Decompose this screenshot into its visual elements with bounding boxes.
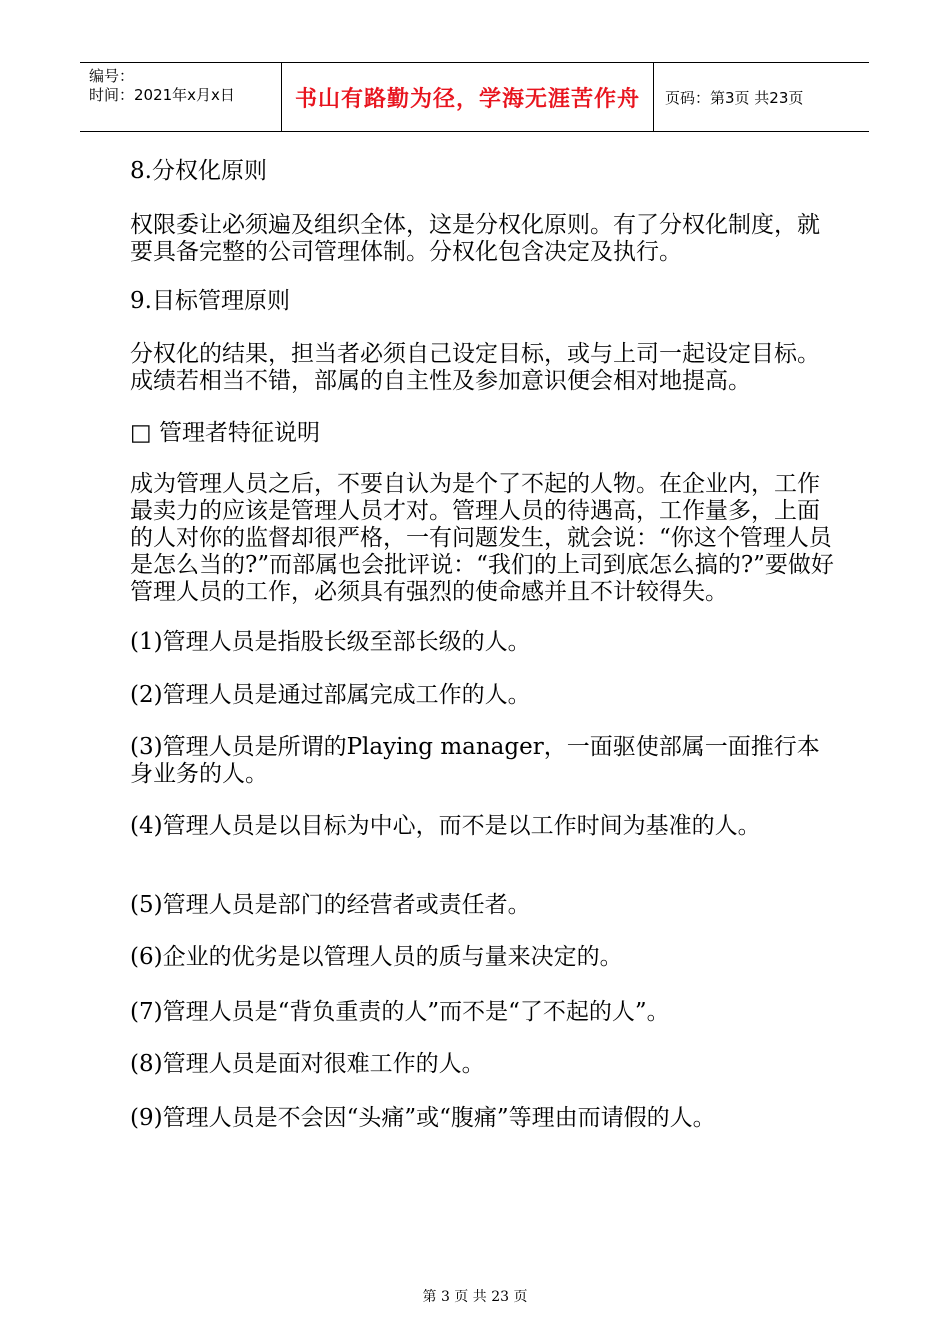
paragraph: 权限委让必须遍及组织全体，这是分权化原则。有了分权化制度，就要具备完整的公司管理体制。分权化包含决定及执行。 xyxy=(130,212,820,265)
list-item: (7)管理人员是“背负重责的人”而不是“了不起的人”。 xyxy=(130,999,670,1025)
list-item: (1)管理人员是指股长级至部长级的人。 xyxy=(130,629,531,655)
section-heading: □ 管理者特征说明 xyxy=(130,420,321,446)
header-page-info xyxy=(654,63,869,131)
section-heading: 9.目标管理原则 xyxy=(130,288,290,314)
page-footer: 第 3 页 共 23 页 xyxy=(422,1289,528,1305)
motto-text: 书山有路勤为径，学海无涯苦作舟 xyxy=(294,85,640,112)
page-header xyxy=(80,62,869,132)
paragraph: 分权化的结果，担当者必须自己设定目标，或与上司一起设定目标。成绩若相当不错，部属的自主性及参加意识便会相对地提高。 xyxy=(130,341,820,394)
header-meta xyxy=(80,63,281,131)
section-heading: 8.分权化原则 xyxy=(130,158,267,184)
document-time: 时间：2021年x月x日 xyxy=(89,86,235,104)
document-number: 编号： xyxy=(89,67,135,85)
list-item: (6)企业的优劣是以管理人员的质与量来决定的。 xyxy=(130,944,623,970)
list-item: (2)管理人员是通过部属完成工作的人。 xyxy=(130,682,531,708)
paragraph: 成为管理人员之后，不要自认为是个了不起的人物。在企业内，工作最卖力的应该是管理人员才对。管理人员的待遇高，工作量多，上面的人对你的监督却很严格，一有问题发生，就会说：“你这个管理人员是怎么当的?”而部属也会批评说：“我们的上司到底怎么搞的?”要做好管理人员的工作，必须具有强烈的使命感并且不计较得失。 xyxy=(130,471,834,605)
list-item: (8)管理人员是面对很难工作的人。 xyxy=(130,1051,485,1077)
header-motto xyxy=(281,63,654,131)
list-item: (4)管理人员是以目标为中心，而不是以工作时间为基准的人。 xyxy=(130,813,761,839)
page-info-text: 页码：第3页 共23页 xyxy=(665,88,804,107)
document-body xyxy=(130,158,840,1132)
list-item: (3)管理人员是所谓的Playing manager，一面驱使部属一面推行本身业务的人。 xyxy=(130,734,820,787)
list-item: (5)管理人员是部门的经营者或责任者。 xyxy=(130,892,531,918)
list-item: (9)管理人员是不会因“头痛”或“腹痛”等理由而请假的人。 xyxy=(130,1105,716,1131)
